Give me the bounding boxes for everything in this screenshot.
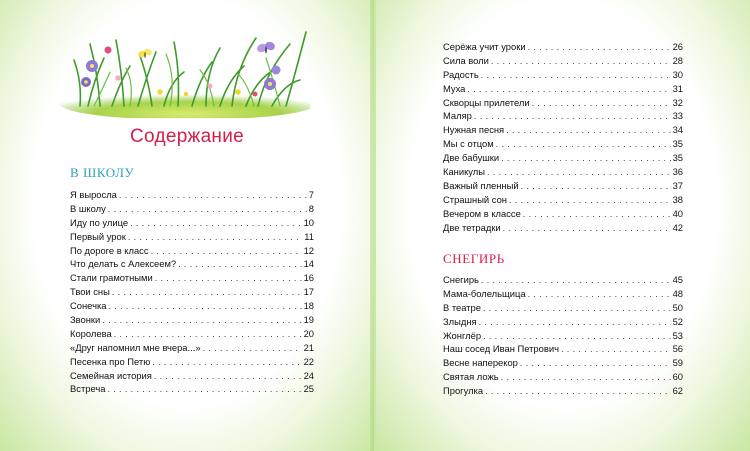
toc-entry-title: Страшный сон: [443, 193, 507, 205]
toc-entry-title: Я выросла: [70, 189, 117, 200]
toc-entry[interactable]: [443, 316, 683, 330]
leader-dots: [481, 275, 671, 285]
leader-dots: [487, 167, 671, 177]
toc-entry-title: В театре: [443, 301, 481, 313]
toc-entry-title: Звонки: [70, 314, 101, 326]
purple-butterfly-icon: [256, 41, 276, 54]
leader-dots: [483, 303, 671, 313]
leader-dots: [496, 139, 671, 149]
meadow-illustration: [60, 22, 310, 118]
toc-entry[interactable]: [443, 166, 683, 180]
toc-entry-page: 48: [672, 287, 683, 299]
toc-entry-page: 8: [308, 202, 314, 214]
toc-entry-page: 20: [303, 327, 314, 339]
toc-entry[interactable]: [443, 194, 683, 208]
toc-entry-page: 45: [672, 274, 683, 285]
leader-dots: [528, 289, 671, 299]
toc-entry[interactable]: [443, 371, 683, 385]
toc-entry-page: 34: [672, 124, 683, 136]
toc-entry[interactable]: [443, 138, 683, 152]
toc-entry[interactable]: [70, 300, 314, 314]
toc-entry-page: 24: [303, 369, 314, 381]
leader-dots: [479, 317, 671, 327]
toc-entry[interactable]: [443, 180, 683, 194]
toc-entry-title: Нужная песня: [443, 124, 505, 136]
toc-entry[interactable]: [443, 222, 683, 236]
toc-entry[interactable]: [443, 288, 683, 302]
toc-entry-page: 33: [672, 110, 683, 122]
toc-entry[interactable]: [443, 357, 683, 371]
toc-entry-page: 53: [672, 329, 683, 341]
toc-entry-title: Мы с отцом: [443, 138, 494, 150]
toc-entry-page: 35: [672, 152, 683, 164]
toc-entry-title: Мама-болельщица: [443, 287, 526, 299]
toc-entry-title: Маляр: [443, 110, 472, 122]
leader-dots: [501, 153, 670, 163]
toc-entry[interactable]: [70, 370, 314, 384]
toc-entry-title: Снегирь: [443, 274, 479, 285]
toc-entry-page: 19: [303, 314, 314, 326]
toc-entry-page: 26: [672, 41, 683, 52]
leader-dots: [114, 329, 302, 339]
toc-entry-page: 32: [672, 96, 683, 108]
toc-entry-page: 62: [672, 385, 683, 397]
toc-entry-page: 36: [672, 166, 683, 178]
leader-dots: [509, 195, 671, 205]
leader-dots: [485, 386, 671, 396]
toc-entry[interactable]: [443, 41, 683, 55]
toc-entry-title: Вечером в классе: [443, 207, 521, 219]
toc-entry-title: Встреча: [70, 383, 106, 395]
toc-entry-title: Твои сны: [70, 286, 110, 298]
leader-dots: [481, 70, 671, 80]
toc-entry-title: «Друг напомнил мне вчера...»: [70, 341, 201, 353]
toc-list-v-shkolu: [70, 189, 314, 397]
toc-entry-title: Первый урок: [70, 230, 126, 242]
toc-entry-title: Королева: [70, 327, 112, 339]
toc-entry-title: Жонглёр: [443, 329, 482, 341]
leader-dots: [523, 209, 671, 219]
toc-entry[interactable]: [70, 258, 314, 272]
leader-dots: [108, 204, 307, 214]
toc-entry[interactable]: [70, 356, 314, 370]
toc-entry-page: 7: [308, 189, 314, 200]
leader-dots: [520, 358, 671, 368]
leader-dots: [474, 111, 671, 121]
toc-entry[interactable]: [443, 330, 683, 344]
toc-entry-page: 22: [303, 355, 314, 367]
leader-dots: [107, 384, 301, 394]
leader-dots: [130, 218, 302, 228]
toc-entry-title: Две тетрадки: [443, 221, 501, 233]
toc-entry[interactable]: [443, 343, 683, 357]
toc-entry-page: 42: [672, 221, 683, 233]
leader-dots: [503, 223, 671, 233]
toc-entry-page: 25: [303, 383, 314, 395]
toc-entry-page: 38: [672, 193, 683, 205]
leader-dots: [178, 259, 301, 269]
leader-dots: [532, 98, 671, 108]
leader-dots: [108, 301, 301, 311]
toc-entry[interactable]: [70, 383, 314, 397]
toc-entry-page: 21: [303, 341, 314, 353]
toc-entry-page: 35: [672, 138, 683, 150]
section-heading-v-shkolu: В ШКОЛУ: [70, 165, 135, 180]
toc-entry-page: 18: [303, 300, 314, 312]
toc-entry-page: 30: [672, 68, 683, 80]
toc-entry-title: Каникулы: [443, 166, 485, 178]
toc-entry[interactable]: [70, 189, 314, 203]
toc-entry-title: Песенка про Петю: [70, 355, 151, 367]
toc-entry-title: Прогулка: [443, 385, 484, 397]
toc-entry[interactable]: [443, 152, 683, 166]
toc-entry-page: 52: [672, 315, 683, 327]
toc-list-v-shkolu-continued: [443, 41, 683, 235]
toc-entry-title: Наш сосед Иван Петрович: [443, 343, 559, 355]
leader-dots: [467, 84, 670, 94]
toc-entry-page: 37: [672, 179, 683, 191]
leader-dots: [128, 232, 302, 242]
leader-dots: [521, 181, 671, 191]
toc-entry-page: 14: [303, 258, 314, 270]
contents-title: Содержание: [129, 126, 245, 147]
toc-entry-title: В школу: [70, 202, 106, 214]
leader-dots: [152, 357, 301, 367]
leader-dots: [154, 371, 302, 381]
toc-entry-page: 16: [303, 272, 314, 284]
leader-dots: [119, 190, 307, 200]
toc-entry[interactable]: [70, 286, 314, 300]
toc-entry-title: Стали грамотными: [70, 272, 153, 284]
toc-entry-title: Что делать с Алексеем?: [70, 258, 177, 270]
toc-entry-title: Важный пленный: [443, 179, 519, 191]
toc-entry-title: Сонечка: [70, 300, 107, 312]
leader-dots: [561, 344, 671, 354]
toc-entry[interactable]: [443, 274, 683, 288]
toc-entry-page: 50: [672, 301, 683, 313]
toc-list-snegir: [443, 274, 683, 399]
toc-entry-title: По дороге в класс: [70, 244, 149, 256]
leader-dots: [151, 246, 302, 256]
toc-entry[interactable]: [443, 385, 683, 399]
toc-entry-title: Скворцы прилетели: [443, 96, 530, 108]
leader-dots: [506, 125, 670, 135]
toc-entry[interactable]: [70, 272, 314, 286]
toc-entry[interactable]: [443, 124, 683, 138]
toc-entry-title: Святая ложь: [443, 371, 499, 383]
leader-dots: [491, 56, 671, 66]
toc-entry-title: Серёжа учит уроки: [443, 41, 526, 52]
leader-dots: [528, 42, 671, 52]
leader-dots: [501, 372, 671, 382]
toc-entry[interactable]: [443, 302, 683, 316]
toc-entry[interactable]: [70, 328, 314, 342]
toc-entry[interactable]: [443, 97, 683, 111]
toc-entry[interactable]: [70, 314, 314, 328]
toc-entry[interactable]: [70, 203, 314, 217]
toc-entry-page: 12: [303, 244, 314, 256]
toc-entry-page: 59: [672, 357, 683, 369]
toc-entry-page: 56: [672, 343, 683, 355]
toc-entry[interactable]: [70, 217, 314, 231]
toc-entry-title: Радость: [443, 68, 479, 80]
toc-entry-page: 10: [303, 216, 314, 228]
toc-entry-page: 31: [672, 82, 683, 94]
toc-entry-title: Злыдня: [443, 315, 477, 327]
toc-entry-page: 11: [304, 230, 314, 242]
toc-entry-title: Муха: [443, 82, 466, 94]
toc-entry[interactable]: [443, 83, 683, 97]
toc-entry[interactable]: [443, 208, 683, 222]
toc-entry-title: Весне наперекор: [443, 357, 518, 369]
toc-entry-title: Две бабушки: [443, 152, 500, 164]
leader-dots: [203, 343, 302, 353]
toc-entry-title: Иду по улице: [70, 216, 129, 228]
leader-dots: [155, 273, 302, 283]
yellow-butterfly-icon: [137, 48, 153, 59]
toc-entry[interactable]: [443, 69, 683, 83]
toc-entry-page: 40: [672, 207, 683, 219]
toc-entry[interactable]: [443, 110, 683, 124]
leader-dots: [102, 315, 301, 325]
toc-entry-page: 60: [672, 371, 683, 383]
section-heading-snegir: СНЕГИРЬ: [443, 251, 505, 266]
toc-entry-title: Семейная история: [70, 369, 152, 381]
toc-entry[interactable]: [70, 342, 314, 356]
leader-dots: [483, 331, 671, 341]
toc-entry[interactable]: [443, 55, 683, 69]
leader-dots: [112, 287, 302, 297]
toc-entry-page: 28: [672, 54, 683, 66]
toc-entry[interactable]: [70, 231, 314, 245]
toc-entry[interactable]: [70, 245, 314, 259]
toc-entry-title: Сила воли: [443, 54, 489, 66]
toc-entry-page: 17: [303, 286, 314, 298]
